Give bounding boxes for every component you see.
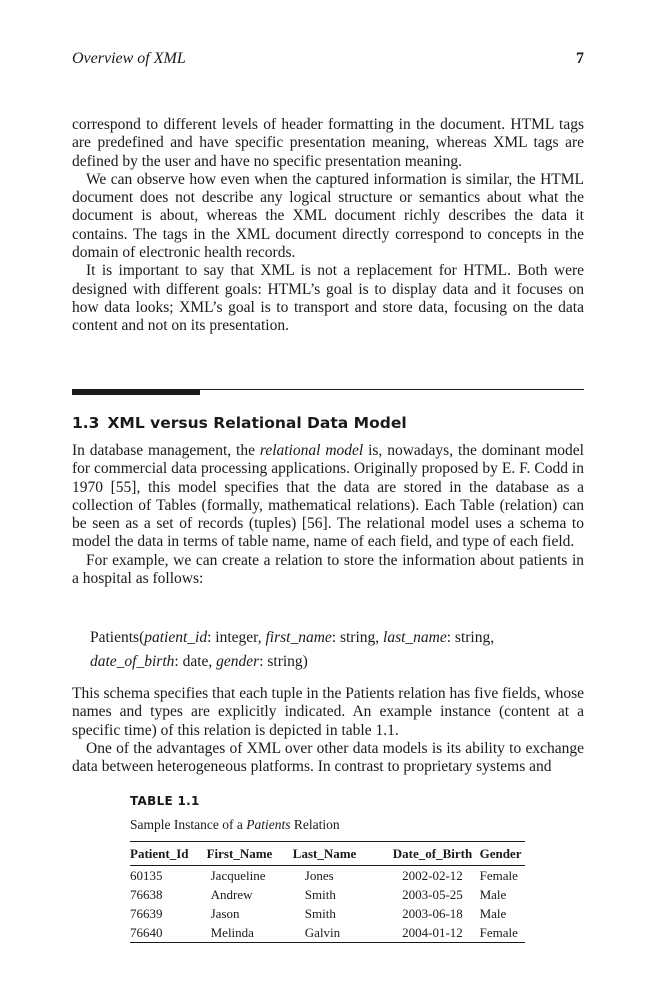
table-cell: Male <box>479 906 507 921</box>
table-cell: 76638 <box>130 887 163 902</box>
paragraph: In database management, the relational model is, nowadays, the dominant model for commercial data processing applications. Originally proposed by E. F. Codd in 1970 [55], this model specifies that the data are stored in the database as a collection of Tables (formally, mathematical relations). Each Table (relation) can be seen as a set of records (tuples) [56]. The relational model uses a schema to model the data in terms of table name, name of each field, and type of each field. <box>72 442 584 551</box>
table-cell: Jason <box>210 906 240 921</box>
table-cell: 76639 <box>130 906 163 921</box>
table-cell: 2004-01-12 <box>402 925 463 940</box>
paragraph: correspond to different levels of header formatting in the document. HTML tags are predefined and have specific presentation meaning, whereas XML tags are defined by the user and have no specific presentation meaning. <box>72 116 584 170</box>
table-cell: Female <box>479 925 518 940</box>
intro-text-block <box>72 116 584 336</box>
table-cell: 2002-02-12 <box>402 868 463 883</box>
table-cell: 2003-06-18 <box>402 906 463 921</box>
table-cell: Andrew <box>210 887 253 902</box>
table-row <box>130 923 525 943</box>
table-row <box>130 904 525 923</box>
section-text-block <box>72 442 584 588</box>
paragraph: It is important to say that XML is not a replacement for HTML. Both were designed with different goals: HTML’s goal is to display data and it focuses on how data looks; XML’s goal is to transport and store data, focusing on the data content and not on its presentation. <box>72 262 584 335</box>
table-cell: Melinda <box>210 925 254 940</box>
table-cell: Galvin <box>304 925 341 940</box>
schema-definition <box>90 626 570 674</box>
column-header: Last_Name <box>292 846 357 861</box>
table-cell: 2003-05-25 <box>402 887 463 902</box>
table-cell: Jacqueline <box>210 868 266 883</box>
section-number: 1.3 <box>72 414 100 432</box>
table-row <box>130 866 525 886</box>
table-caption: Sample Instance of a Patients Relation <box>130 817 340 832</box>
paragraph: We can observe how even when the captured information is similar, the HTML document does not describe any logical structure or semantics about what the document is about, whereas the XML document richly describes the data it contains. The tags in the XML document directly correspond to concepts in the domain of electronic health records. <box>72 170 584 262</box>
paragraph: This schema specifies that each tuple in the Patients relation has five fields, whose names and types are explicitly indicated. An example instance (content at a specific time) of this relation is depicted in table 1.1. <box>72 685 584 739</box>
closing-text-block <box>72 685 584 776</box>
page-number: 7 <box>576 50 584 67</box>
table-cell: Female <box>479 868 518 883</box>
paragraph: One of the advantages of XML over other data models is its ability to exchange data between heterogeneous platforms. In contrast to proprietary systems and <box>72 739 584 776</box>
schema-line-2: date_of_birth: date, gender: string) <box>90 653 308 670</box>
running-head: Overview of XML <box>72 50 186 67</box>
table-cell: 60135 <box>130 868 163 883</box>
column-header: Gender <box>479 846 522 861</box>
table-cell: 76640 <box>130 925 163 940</box>
column-header: First_Name <box>206 846 273 861</box>
table-label: TABLE 1.1 <box>130 794 200 808</box>
patients-table <box>130 841 525 943</box>
table-cell: Smith <box>304 906 336 921</box>
table-cell: Male <box>479 887 507 902</box>
patients-table-figure <box>130 794 525 943</box>
table-header-row <box>130 842 525 866</box>
emphasis: relational model <box>259 442 364 459</box>
column-header: Date_of_Birth <box>392 846 473 861</box>
section-title: XML versus Relational Data Model <box>107 414 407 432</box>
table-cell: Smith <box>304 887 336 902</box>
column-header: Patient_Id <box>130 846 189 861</box>
section-divider-accent <box>72 389 200 395</box>
section-heading <box>72 414 407 432</box>
table-cell: Jones <box>304 868 334 883</box>
schema-line-1: Patients(patient_id: integer, first_name: string, last_name: string, <box>90 629 495 646</box>
table-row <box>130 885 525 904</box>
paragraph: For example, we can create a relation to store the information about patients in a hospital as follows: <box>72 551 584 588</box>
page-header <box>72 50 584 72</box>
